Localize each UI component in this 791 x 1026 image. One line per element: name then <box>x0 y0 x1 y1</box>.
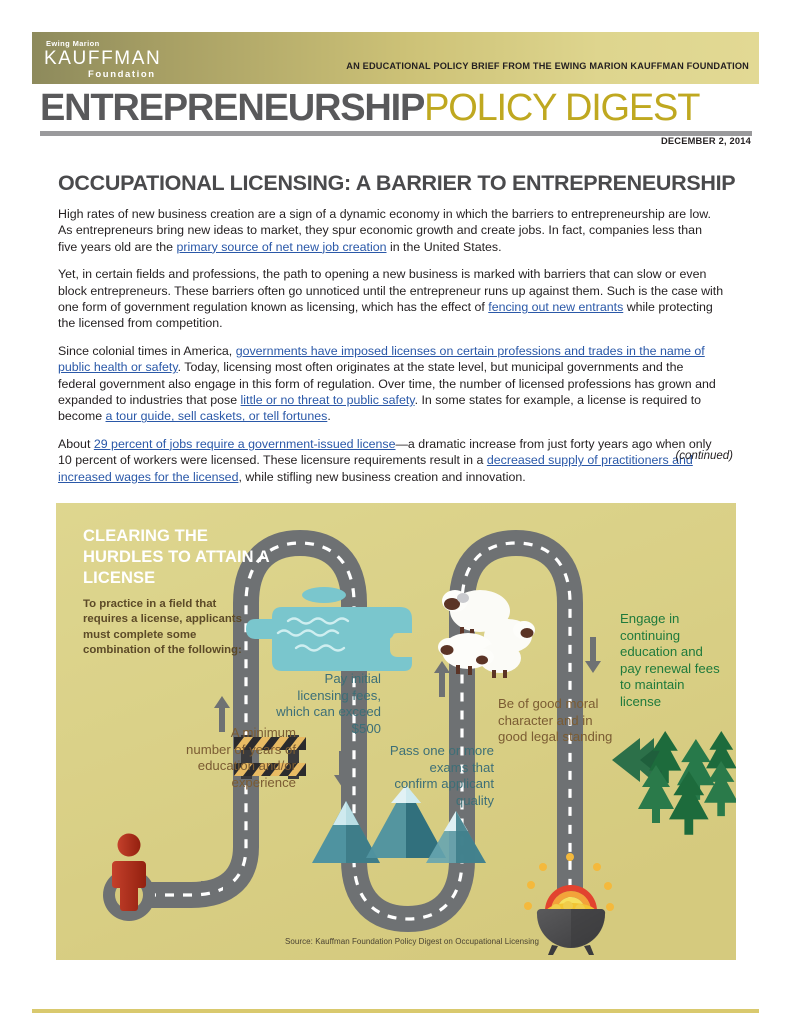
link-governments-imposed[interactable]: governments have imposed licenses on certain professions and trades in the name of public health or safety <box>58 343 705 375</box>
p2-text-after: while protecting the licensed from competition. <box>58 300 713 331</box>
p4-text-before: About <box>58 436 94 451</box>
link-primary-source[interactable]: primary source of net new job creation <box>176 239 387 254</box>
continued-note: (continued) <box>675 450 733 462</box>
p2-text-before: Yet, in certain fields and professions, the path to opening a new business is marked with barriers that can slow or even block entrepreneurs. These barriers often go unnoticed until the entrepreneur runs up against them. Such is the case with one form of government regulation known as licensing, which has the effect of <box>58 267 724 315</box>
article-title: OCCUPATIONAL LICENSING: A BARRIER TO ENTREPRENEURSHIP <box>58 171 736 195</box>
masthead-policy-digest: POLICY DIGEST <box>424 87 700 129</box>
logo-line-foundation: Foundation <box>88 69 156 80</box>
link-tour-guide[interactable]: a tour guide, sell caskets, or tell fortunes <box>105 409 328 424</box>
infographic-subtitle: To practice in a field that requires a license, applicants must complete some combination of the following: <box>83 598 242 657</box>
link-fencing-out[interactable]: fencing out new entrants <box>488 300 624 315</box>
logo-line-kauffman: KAUFFMAN <box>44 48 162 69</box>
masthead-rule <box>40 131 752 136</box>
step-label-moral: Be of good moral character and in good legal standing <box>498 696 613 745</box>
step-label-renewal: Engage in continuing education and pay renewal fees to maintain license <box>620 611 720 709</box>
p3-text-after: . <box>327 409 331 424</box>
p4-text-mid: —a dramatic increase from just forty years ago when only 10 percent of workers were licensed. These licensure requirements result in a <box>58 436 712 468</box>
paragraph-2 <box>58 266 724 332</box>
header-band <box>32 32 759 84</box>
step-label-education: A minimum number of years of education and/or experience <box>186 725 296 790</box>
masthead <box>40 86 752 130</box>
dateline: DECEMBER 2, 2014 <box>660 136 751 146</box>
infographic <box>56 503 736 960</box>
p4-text-after: , while stifling new business creation and innovation. <box>238 469 526 484</box>
p1-text-after: in the United States. <box>386 239 502 254</box>
link-29-percent[interactable]: 29 percent of jobs require a government-issued license <box>93 436 396 451</box>
footer-rule <box>32 1009 759 1013</box>
article-body <box>58 206 724 496</box>
masthead-entrepreneurship: ENTREPRENEURSHIP <box>40 87 425 129</box>
p1-text-before: High rates of new business creation are a sign of a dynamic economy in which the barriers to entrepreneurship are low. As entrepreneurs bring new ideas to market, they spur economic growth and create jobs. In fact, companies less than five years old are the <box>58 207 711 254</box>
p3-text-mid2: . In some states for example, a license is required to become <box>58 393 702 424</box>
p3-text-before: Since colonial times in America, <box>58 343 236 358</box>
infographic-title: CLEARING THE HURDLES TO ATTAIN A LICENSE <box>83 527 270 587</box>
header-tagline: AN EDUCATIONAL POLICY BRIEF FROM THE EWING MARION KAUFFMAN FOUNDATION <box>346 61 749 71</box>
p3-text-mid1: . Today, licensing most often originates at the state level, but municipal governments and the federal government also engage in this form of regulation. Over time, the number of licensed professions has grown and expanded to industries that pose <box>58 360 716 408</box>
kauffman-logo <box>44 39 194 81</box>
link-decreased-supply[interactable]: decreased supply of practitioners and increased wages for the licensed <box>58 453 693 484</box>
logo-line-ewing-marion: Ewing Marion <box>46 39 100 48</box>
step-label-fees: Pay initial licensing fees, which can exceed $500 <box>276 671 381 736</box>
step-label-exams: Pass one or more exams that confirm applicant quality <box>389 743 494 808</box>
paragraph-3 <box>58 343 724 425</box>
paragraph-4 <box>58 436 724 485</box>
paragraph-1 <box>58 206 724 255</box>
link-little-or-no-threat[interactable]: little or no threat to public safety <box>240 393 415 408</box>
infographic-source: Source: Kauffman Foundation Policy Digest on Occupational Licensing <box>285 937 540 946</box>
